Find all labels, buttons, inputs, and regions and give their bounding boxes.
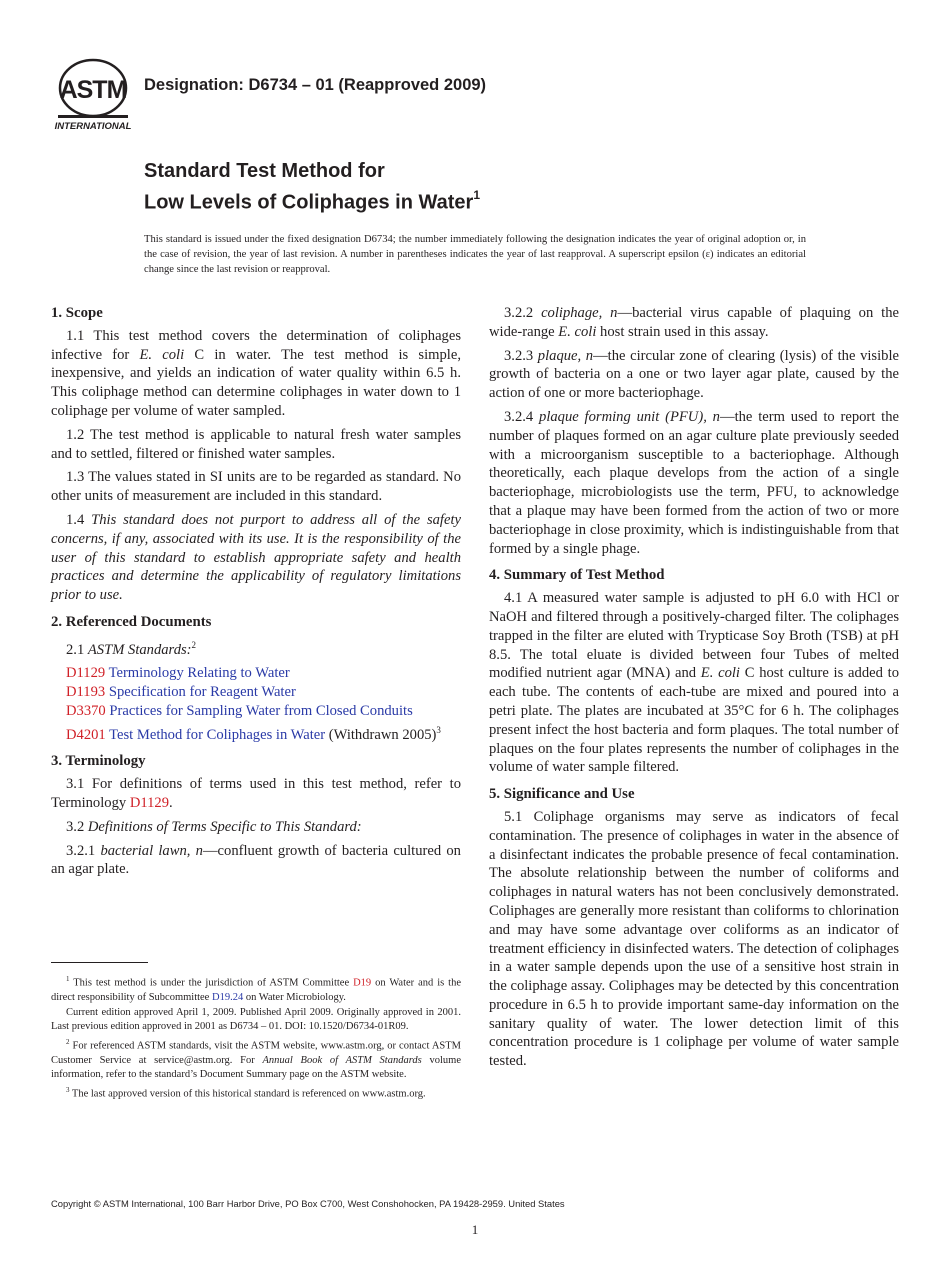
para-3-1: 3.1 For definitions of terms used in this test method, refer to Terminology D1129. xyxy=(51,776,461,812)
para-5-1: 5.1 Coliphage organisms may serve as indicators of fecal contamination. The presence of coliphages in water in the absence of a disinfectant indicates the probable presence of fecal contamination. The absolute relationship between the number of coliforms and coliphages in natural waters has not been conclusively demonstrated. Coliphages are generally more resistant than coliforms to chlorination and may have some advantage over coliforms as an indicator of treatment efficiency in disinfected waters. The detection of coliphages in a water sample depends upon the use of a sensitive host strain in the coliphage assay. Coliphages may be detected by this concentration procedure in 6.5 h to provide important same-day information on the sanitary quality of water. The lower detection limit of this concentration procedure is 1 coliphage per volume of water sample tested. xyxy=(489,808,899,1070)
para-1-3: 1.3 The values stated in SI units are to be regarded as standard. No other units of measurement are included in this standard. xyxy=(51,469,461,505)
preamble: This standard is issued under the fixed designation D6734; the number immediately following the designation indicates the year of original adoption or, in the case of revision, the year of last revision. A number in parentheses indicates the year of last reapproval. A superscript epsilon (ε) indicates an editorial change since the last revision or reapproval. xyxy=(144,234,806,275)
significance-heading: 5. Significance and Use xyxy=(489,786,635,803)
link-d1129[interactable]: D1129 xyxy=(129,795,170,812)
svg-text:ASTM: ASTM xyxy=(59,76,127,104)
copyright-notice: Copyright © ASTM International, 100 Barr Harbor Drive, PO Box C700, West Conshohocken, PA 19428-2959. United States xyxy=(51,1198,565,1209)
reference-item[interactable]: D3370 Practices for Sampling Water from Closed Conduits xyxy=(66,703,413,719)
link-d19-24[interactable]: D19.24 xyxy=(211,992,244,1003)
page-number: 1 xyxy=(471,1222,479,1237)
para-3-2-1: 3.2.1 bacterial lawn, n—confluent growth of bacteria cultured on an agar plate. xyxy=(51,842,461,878)
para-3-2: 3.2 Definitions of Terms Specific to This Standard: xyxy=(66,818,362,835)
para-4-1: 4.1 A measured water sample is adjusted to pH 6.0 with HCl or NaOH and filtered through a positively-charged filter. The coliphages trapped in the filter are eluted with Trypticase Soy Broth (TSB) at pH 8.5. The total eluate is divided between four Tubes of melted modified nutrient agar (MNA) and E. coli C host culture is added to each tube. The contents of each-tube are mixed and poured into a petri plate. The plates are incubated at 35°C for 6 h. The coliphages present infect the host bacteria and form plaques. The total number of plaques on the four plates represents the number of coliphages in the volume of water sample filtered. xyxy=(489,590,899,776)
logo-lettering: INTERNATIONAL xyxy=(54,121,132,132)
right-column xyxy=(489,304,899,1076)
scope-heading: 1. Scope xyxy=(51,305,103,321)
referenced-documents-heading: 2. Referenced Documents xyxy=(51,613,212,630)
document-title xyxy=(144,158,480,216)
left-column xyxy=(51,304,461,884)
para-3-2-4: 3.2.4 plaque forming unit (PFU), n—the term used to report the number of plaques formed on an agar culture plate previously seeded with a microorganism susceptible to a bacteriophage. Although theoretically, each plaque develops from the action of a single bacteriophage, microbiologists use the term, PFU, to acknowledge that a plaque may have been formed from the action of two or more bacteriophage in close proximity, which is indistinguishable from that formed by a single phage. xyxy=(489,408,899,557)
para-1-2: 1.2 The test method is applicable to natural fresh water samples and to settled, filtered or finished water samples. xyxy=(51,426,461,462)
footnote-1: $^1$ This test method is under the jurisdiction of ASTM Committee D19 on Water and is the direct responsibility of Subcommittee D19.24 on Water Microbiology. xyxy=(51,975,462,1003)
reference-item[interactable]: D1193 Specification for Reagent Water xyxy=(66,684,296,701)
footnote-3: $^3$ The last approved version of this historical standard is referenced on www.astm.org. xyxy=(66,1085,426,1099)
para-2-1: 2.1 ASTM Standards:$^2$ xyxy=(66,639,197,658)
footnote-divider xyxy=(51,962,148,963)
designation: Designation: D6734 – 01 (Reapproved 2009) xyxy=(144,76,487,94)
para-1-4: 1.4 This standard does not purport to address all of the safety concerns, if any, associated with its use. It is the responsibility of the user of this standard to establish appropriate safety and health practices and determine the applicability of regulatory limitations prior to use. xyxy=(51,511,461,604)
astm-logo xyxy=(52,58,134,132)
title-footnote-mark: 1 xyxy=(473,188,480,202)
summary-heading: 4. Summary of Test Method xyxy=(489,567,665,584)
reference-item[interactable]: D4201 Test Method for Coliphages in Water (Withdrawn 2005)$^3$ xyxy=(66,724,441,743)
footnotes xyxy=(51,972,461,1102)
title-line-1: Standard Test Method for xyxy=(144,160,385,182)
para-1-1: 1.1 This test method covers the determination of coliphages infective for E. coli C in water. The test method is simple, inexpensive, and yields an indication of water quality within 6.5 h. This coliphage method can determine coliphages in water down to 1 coliphage per volume of water sampled. xyxy=(51,327,461,419)
terminology-heading: 3. Terminology xyxy=(51,753,146,770)
reference-list xyxy=(51,664,461,744)
para-3-2-3: 3.2.3 plaque, n—the circular zone of clearing (lysis) of the visible growth of bacteria on a one or two layer agar plate, caused by the action of one or more bacteriophage. xyxy=(489,347,899,402)
footnote-edition: Current edition approved April 1, 2009. Published April 2009. Originally approved in 2001. Last previous edition approved in 2001 as D6734 – 01. DOI: 10.1520/D6734-01R09. xyxy=(51,1006,461,1032)
reference-item[interactable]: D1129 Terminology Relating to Water xyxy=(66,665,290,682)
para-3-2-2: 3.2.2 coliphage, n—bacterial virus capable of plaquing on the wide-range E. coli host strain used in this assay. xyxy=(489,305,899,340)
link-d19[interactable]: D19 xyxy=(353,977,372,989)
footnote-2: $^2$ For referenced ASTM standards, visit the ASTM website, www.astm.org, or contact ASTM Customer Service at service@astm.org. For Annual Book of ASTM Standards volume information, refer to the standard’s Document Summary page on the ASTM website. xyxy=(51,1037,461,1080)
title-line-2: Low Levels of Coliphages in Water$^1$ xyxy=(144,188,480,214)
